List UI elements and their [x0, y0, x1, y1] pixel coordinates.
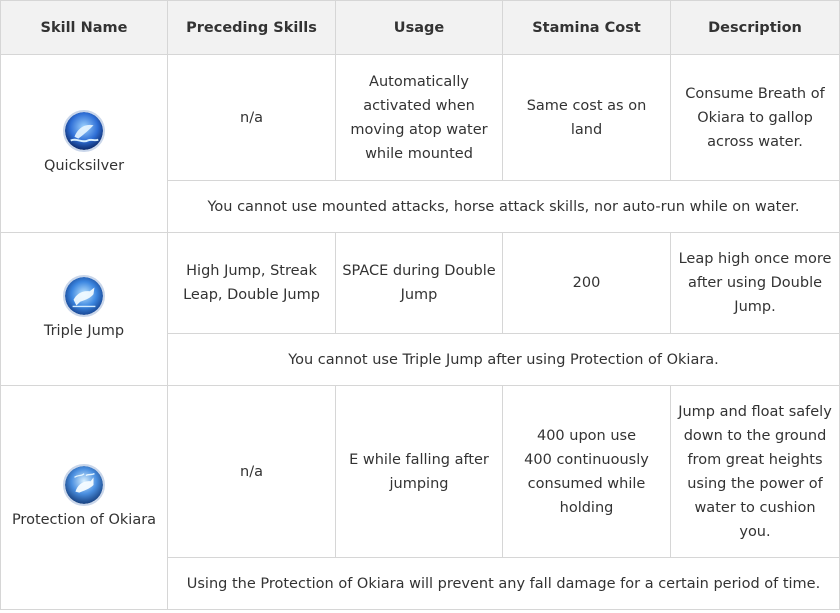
skill-name: Protection of Okiara — [11, 511, 157, 528]
skill-name: Quicksilver — [43, 157, 125, 174]
skill-note: You cannot use Triple Jump after using Protection of Okiara. — [168, 334, 840, 386]
header-skill-name: Skill Name — [1, 1, 168, 55]
header-row — [1, 1, 840, 55]
usage-cell: SPACE during Double Jump — [336, 233, 503, 334]
horse-water-icon — [63, 110, 105, 152]
skill-cell-protection-of-okiara — [1, 386, 168, 610]
preceding-skills-cell: n/a — [168, 386, 336, 558]
stamina-cost-cell: 200 — [503, 233, 671, 334]
skill-cell-quicksilver — [1, 55, 168, 233]
table-row — [1, 386, 840, 558]
usage-cell: Automatically activated when moving atop water while mounted — [336, 55, 503, 181]
header-description: Description — [671, 1, 840, 55]
table-row — [1, 233, 840, 334]
stamina-cost-cell — [503, 386, 671, 558]
skill-cell-triple-jump — [1, 233, 168, 386]
description-cell: Consume Breath of Okiara to gallop across water. — [671, 55, 840, 181]
header-stamina-cost: Stamina Cost — [503, 1, 671, 55]
description-cell: Leap high once more after using Double Jump. — [671, 233, 840, 334]
description-cell: Jump and float safely down to the ground from great heights using the power of water to cushion you. — [671, 386, 840, 558]
stamina-cost-line: 400 upon use — [536, 427, 636, 444]
stamina-cost-line: 400 continuously consumed while holding — [524, 451, 649, 516]
header-usage: Usage — [336, 1, 503, 55]
usage-cell: E while falling after jumping — [336, 386, 503, 558]
stamina-cost-cell: Same cost as on land — [503, 55, 671, 181]
horse-float-icon — [63, 464, 105, 506]
preceding-skills-cell: n/a — [168, 55, 336, 181]
horse-jump-icon — [63, 275, 105, 317]
skill-name: Triple Jump — [43, 323, 125, 339]
header-preceding-skills: Preceding Skills — [168, 1, 336, 55]
skill-note: Using the Protection of Okiara will prevent any fall damage for a certain period of time. — [168, 558, 840, 610]
table-row — [1, 55, 840, 181]
skill-note: You cannot use mounted attacks, horse attack skills, nor auto-run while on water. — [168, 181, 840, 233]
preceding-skills-cell: High Jump, Streak Leap, Double Jump — [168, 233, 336, 334]
